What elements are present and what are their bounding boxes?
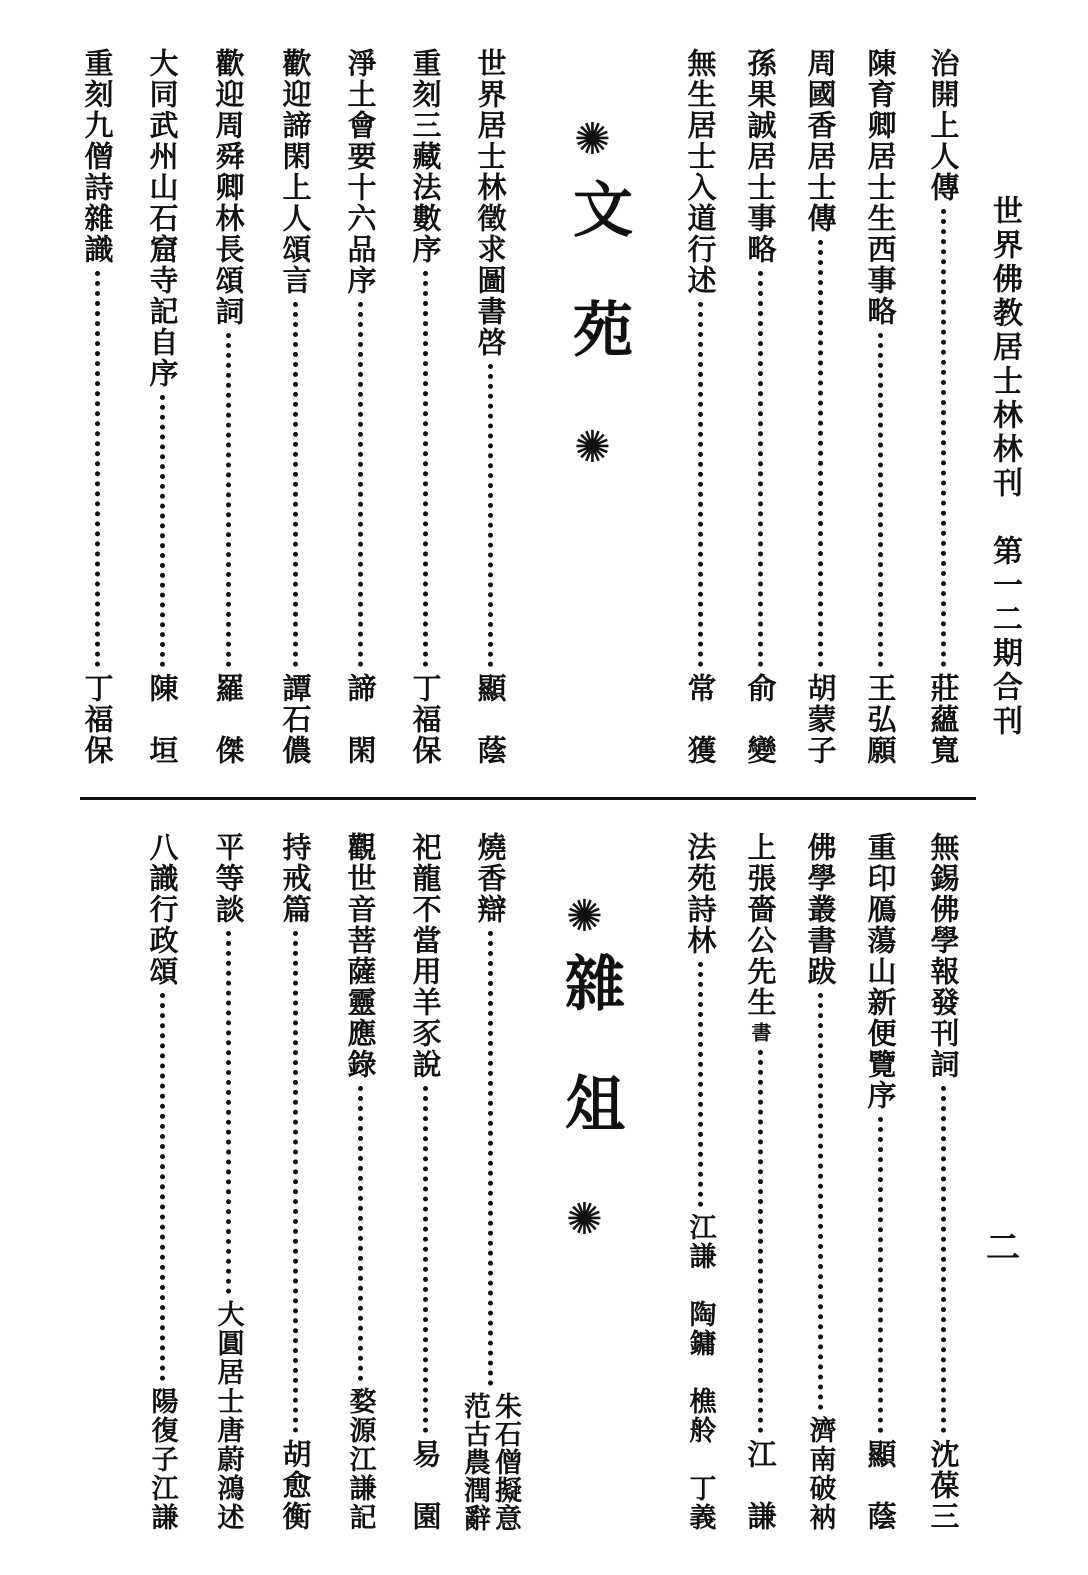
starburst-ornament-icon: ✺ xyxy=(566,1194,603,1245)
dotted-leader xyxy=(293,931,298,1433)
entry-author: 濟南破衲 xyxy=(804,1416,836,1532)
toc-entry xyxy=(738,48,782,766)
dotted-leader xyxy=(758,271,763,667)
entry-title: 世界居士林徵求圖書啓 xyxy=(473,48,508,358)
entry-title: 觀世音菩薩靈應錄 xyxy=(343,832,378,1080)
entry-title: 八識行政頌 xyxy=(145,832,180,987)
entry-author: 朱石僧擬意 xyxy=(490,1392,521,1532)
toc-entry xyxy=(858,48,902,766)
dotted-leader xyxy=(488,931,493,1386)
entry-title: 重印鴈蕩山新便覽序 xyxy=(863,832,898,1111)
entry-title-note: 書 xyxy=(748,1022,772,1044)
entry-author: 諦 閑 xyxy=(343,673,378,766)
entry-title: 平等談 xyxy=(211,832,246,925)
entry-title: 無生居士入道行述 xyxy=(683,48,718,296)
toc-entry xyxy=(403,48,447,766)
dotted-leader xyxy=(818,240,823,667)
starburst-ornament-icon: ✺ xyxy=(574,114,611,165)
section-heading-zazu: 雜俎 xyxy=(555,952,625,1192)
dotted-leader xyxy=(423,1086,428,1433)
dotted-leader xyxy=(226,931,231,1294)
entry-author: 莊蘊寬 xyxy=(926,673,961,766)
entry-title: 歡迎諦閑上人頌言 xyxy=(278,48,313,296)
dotted-leader xyxy=(941,209,946,667)
entry-author: 易 園 xyxy=(408,1439,443,1532)
entry-title: 淨土會要十六品序 xyxy=(343,48,378,296)
journal-title: 世界佛教居士林林刊 第一二期合刊 xyxy=(987,195,1022,739)
entry-title: 佛學叢書跋 xyxy=(803,832,838,987)
entry-author: 陳 垣 xyxy=(145,673,180,766)
page-number: 二 xyxy=(986,1228,1020,1268)
toc-entry xyxy=(338,48,382,766)
horizontal-divider xyxy=(80,797,976,800)
entry-author: 婺源江謙記 xyxy=(344,1387,376,1532)
dotted-leader xyxy=(758,1050,763,1433)
entry-title: 孫果誠居士事略 xyxy=(743,48,778,265)
entry-author-pair xyxy=(461,1392,519,1532)
section-heading-wenyuan: 文苑 xyxy=(563,178,633,418)
toc-entry xyxy=(459,832,521,1532)
dotted-leader xyxy=(160,395,165,667)
entry-title: 燒香辯 xyxy=(473,832,508,925)
toc-entry xyxy=(140,48,184,766)
entry-author: 大圓居士唐蔚鴻述 xyxy=(212,1300,244,1532)
dotted-leader xyxy=(818,993,823,1410)
entry-title: 祀龍不當用羊豕說 xyxy=(408,832,443,1080)
entry-author: 沈葆三 xyxy=(926,1439,961,1532)
dotted-leader xyxy=(358,302,363,667)
starburst-ornament-icon: ✺ xyxy=(566,891,603,942)
entry-author: 江 謙 xyxy=(743,1439,778,1532)
dotted-leader xyxy=(878,333,883,667)
toc-entry xyxy=(403,832,447,1532)
dotted-leader xyxy=(698,302,703,667)
dotted-leader xyxy=(878,1117,883,1433)
toc-entry xyxy=(798,48,842,766)
entry-author: 胡蒙子 xyxy=(803,673,838,766)
dotted-leader xyxy=(95,271,100,667)
entry-title: 重刻三藏法數序 xyxy=(408,48,443,265)
toc-entry xyxy=(338,832,382,1532)
entry-title: 重刻九僧詩雜識 xyxy=(80,48,115,265)
entry-author: 江謙 陶鏞 樵舲 丁義 xyxy=(684,1213,716,1532)
entry-author: 丁福保 xyxy=(408,673,443,766)
entry-author: 丁福保 xyxy=(80,673,115,766)
toc-entry xyxy=(921,832,965,1532)
toc-entry xyxy=(468,48,512,766)
entry-author: 顯 蔭 xyxy=(473,673,508,766)
toc-entry xyxy=(858,832,902,1532)
dotted-leader xyxy=(358,1086,363,1381)
entry-title: 無錫佛學報發刊詞 xyxy=(926,832,961,1080)
entry-author: 常 獲 xyxy=(683,673,718,766)
entry-author: 俞 變 xyxy=(743,673,778,766)
entry-title: 持戒篇 xyxy=(278,832,313,925)
entry-title: 周國香居士傳 xyxy=(803,48,838,234)
toc-entry xyxy=(206,832,250,1532)
toc-entry xyxy=(75,48,119,766)
dotted-leader xyxy=(160,993,165,1381)
entry-title: 大同武州山石窟寺記自序 xyxy=(145,48,180,389)
entry-author: 譚石儂 xyxy=(278,673,313,766)
entry-author: 胡愈衡 xyxy=(278,1439,313,1532)
dotted-leader xyxy=(488,364,493,667)
toc-entry xyxy=(678,48,722,766)
entry-title: 陳育卿居士生西事略 xyxy=(863,48,898,327)
toc-entry xyxy=(206,48,250,766)
entry-author: 羅 傑 xyxy=(211,673,246,766)
entry-title: 上張嗇公先生 xyxy=(743,832,778,1018)
entry-title: 法苑詩林 xyxy=(683,832,718,956)
dotted-leader xyxy=(698,962,703,1207)
toc-entry xyxy=(798,832,842,1532)
entry-author: 顯 蔭 xyxy=(863,1439,898,1532)
entry-author: 王弘願 xyxy=(863,673,898,766)
toc-entry xyxy=(921,48,965,766)
dotted-leader xyxy=(423,271,428,667)
entry-title: 治開上人傳 xyxy=(926,48,961,203)
entry-author: 范古農潤辭 xyxy=(459,1392,490,1532)
toc-entry xyxy=(678,832,722,1532)
toc-entry xyxy=(273,48,317,766)
entry-author: 陽復子江謙 xyxy=(146,1387,178,1532)
toc-entry xyxy=(738,832,782,1532)
toc-entry xyxy=(140,832,184,1532)
dotted-leader xyxy=(941,1086,946,1433)
entry-title: 歡迎周舜卿林長頌詞 xyxy=(211,48,246,327)
starburst-ornament-icon: ✺ xyxy=(574,422,611,473)
dotted-leader xyxy=(293,302,298,667)
dotted-leader xyxy=(226,333,231,667)
toc-entry xyxy=(273,832,317,1532)
